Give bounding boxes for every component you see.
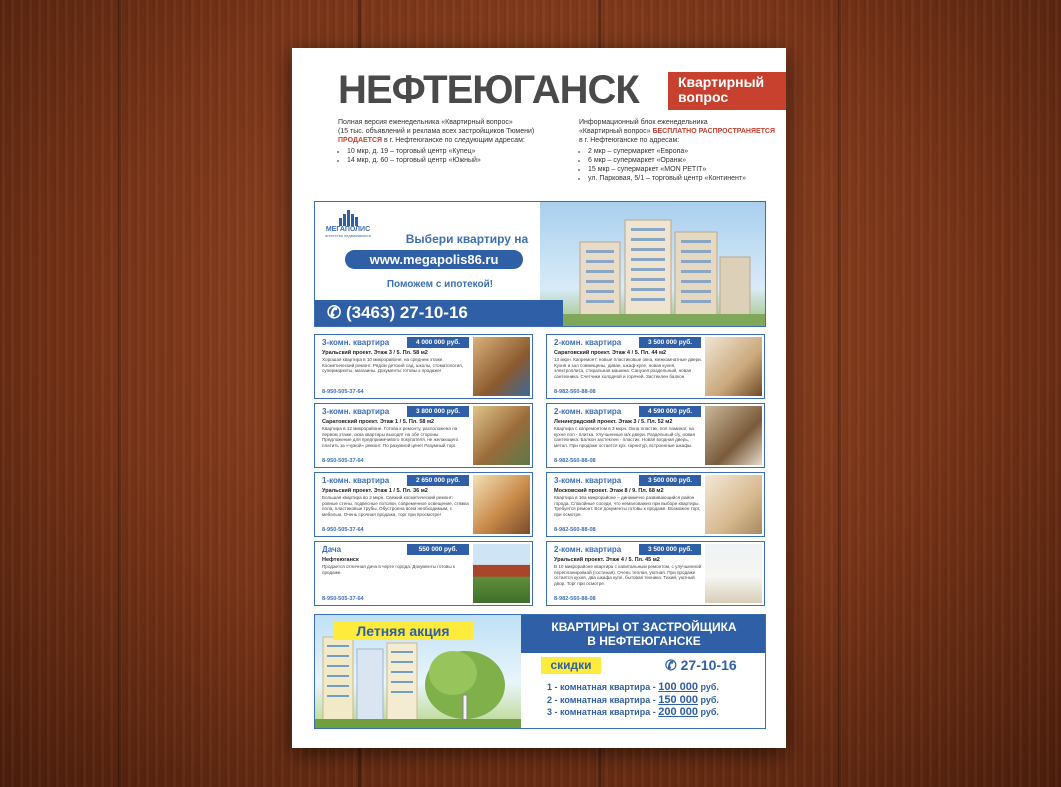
listing-phone: 8-950-505-37-64 bbox=[322, 389, 364, 395]
listing-phone: 8-982-560-88-08 bbox=[554, 389, 596, 395]
promo-offer bbox=[547, 681, 761, 694]
listing-desc: Квартира в 16а микрорайоне – динамично развивающийся район города. Спокойные соседи, что немаловажно при выборе квартиры. Требуется ремонт. Все документы готовы к продаже. Возможен торг, при осмотре. bbox=[554, 495, 701, 517]
listing-type: 1-комн. квартира bbox=[322, 476, 390, 485]
offer-unit: руб. bbox=[697, 682, 719, 692]
offer-amount: 200 000 bbox=[658, 706, 698, 718]
listing-type: 3-комн. квартира bbox=[322, 338, 390, 347]
room-photo bbox=[473, 406, 530, 465]
listing-type: Дача bbox=[322, 545, 342, 554]
info-left-address: • 10 мкр, д. 19 – торговый центр «Купец» bbox=[347, 147, 558, 156]
info-right-address: • 6 мкр – супермаркет «Оранж» bbox=[588, 156, 779, 165]
promo-headline bbox=[521, 615, 766, 653]
listing-desc: В 10 микрорайоне квартира с капитальным ремонтом, с улучшенной перепланировкой (гостиная). Очень теплая, уютная. При продаже остается кухня, два шкафа купе, бытовая техника. Тихий, уютный двор. Торг при осмотре. bbox=[554, 564, 702, 586]
masthead-city: НЕФТЕЮГАНСК bbox=[338, 68, 639, 112]
listing-card bbox=[546, 541, 765, 606]
logo-name: МЕГАПОЛИС bbox=[325, 226, 371, 233]
building-bars-icon bbox=[323, 210, 373, 226]
listing-detail: Уральский проект. Этаж 1 / 5. Пл. 36 м2 bbox=[322, 488, 428, 494]
listing-card bbox=[546, 334, 765, 399]
promo-buildings-photo bbox=[315, 615, 521, 728]
offer-label: 2 - комнатная квартира - bbox=[547, 694, 659, 705]
newspaper-page bbox=[292, 48, 786, 748]
listing-card bbox=[314, 472, 533, 537]
room-photo bbox=[705, 475, 762, 534]
listing-card bbox=[314, 334, 533, 399]
promo-discounts: скидки bbox=[541, 657, 601, 674]
promo-phone bbox=[665, 657, 737, 674]
promo-offers bbox=[547, 681, 761, 719]
listing-price: 2 650 000 руб. bbox=[407, 475, 469, 486]
offer-label: 1 - комнатная квартира - bbox=[547, 682, 659, 692]
listing-price: 4 000 000 руб. bbox=[407, 337, 469, 348]
promo-phone-number: 27-10-16 bbox=[680, 657, 737, 673]
megapolis-logo bbox=[323, 210, 373, 238]
megapolis-mortgage: Поможем с ипотекой! bbox=[386, 279, 494, 290]
info-right-line3: в г. Нефтеюганске по адресам: bbox=[579, 137, 680, 144]
masthead bbox=[338, 70, 788, 114]
listing-phone: 8-950-505-37-64 bbox=[322, 458, 364, 464]
promo-offer bbox=[547, 706, 761, 719]
promo-offer bbox=[547, 694, 761, 707]
listing-detail: Нефтеюганск bbox=[322, 557, 359, 563]
megapolis-tagline: Выбери квартиру на bbox=[405, 232, 529, 246]
listing-detail: Уральский проект. Этаж 3 / 5. Пл. 58 м2 bbox=[322, 350, 428, 356]
info-right-address: • ул. Парковая, 5/1 – торговый центр «Континент» bbox=[588, 174, 779, 183]
listing-card bbox=[546, 472, 765, 537]
offer-amount: 150 000 bbox=[658, 693, 698, 706]
listing-desc: 13 мкрн. Капремонт: новые пластиковые окна, межкомнатные двери. Кухня и зал совмещены, диван, шкаф-купе, новая кухня, электроплита, стиральная машина. Санузел раздельный, новая сантехника. Счетчики холодной и горячей. Застеклен балкон. bbox=[554, 357, 702, 379]
room-photo bbox=[705, 544, 762, 603]
listing-phone: 8-982-560-88-08 bbox=[554, 596, 596, 602]
listing-price: 3 800 000 руб. bbox=[407, 406, 469, 417]
logo-sub: агентство недвижимости bbox=[324, 233, 372, 238]
listing-type: 3-комн. квартира bbox=[322, 407, 390, 416]
room-photo bbox=[705, 337, 762, 396]
listing-detail: Уральский проект. Этаж 4 / 5. Пл. 45 м2 bbox=[554, 557, 660, 563]
listing-desc: Продается отличная дача в черте города. Документы готовы к продаже. bbox=[322, 564, 455, 575]
offer-unit: руб. bbox=[697, 694, 719, 705]
info-right bbox=[579, 118, 779, 183]
promo-head-line1: КВАРТИРЫ ОТ ЗАСТРОЙЩИКА bbox=[551, 620, 737, 634]
info-left-line1: Полная версия еженедельника «Квартирный вопрос» bbox=[338, 119, 513, 126]
listing-price: 3 500 000 руб. bbox=[639, 337, 701, 348]
listing-phone: 8-982-560-88-08 bbox=[554, 458, 596, 464]
room-photo bbox=[473, 475, 530, 534]
info-right-pre: «Квартирный вопрос» bbox=[579, 128, 653, 135]
listing-price: 550 000 руб. bbox=[407, 544, 469, 555]
listing-phone: 8-950-505-37-64 bbox=[322, 596, 364, 602]
promo-head-line2: В НЕФТЕЮГАНСКЕ bbox=[587, 634, 701, 648]
promo-summer-label: Летняя акция bbox=[333, 622, 473, 640]
megapolis-banner bbox=[314, 201, 766, 327]
offer-unit: руб. bbox=[697, 707, 719, 717]
listing-price: 3 500 000 руб. bbox=[639, 544, 701, 555]
offer-amount: 100 000 bbox=[658, 681, 698, 693]
offer-label: 3 - комнатная квартира - bbox=[547, 707, 659, 717]
badge-line1: Квартирный bbox=[678, 74, 765, 90]
info-left bbox=[338, 118, 558, 165]
listing-card bbox=[314, 541, 533, 606]
listing-card bbox=[314, 403, 533, 468]
dacha-photo bbox=[473, 544, 530, 603]
info-right-line2 bbox=[579, 127, 779, 136]
info-left-address: • 14 мкр, д. 60 – торговый центр «Южный» bbox=[347, 156, 558, 165]
listing-desc: Квартира в 12 микрорайоне. Готова к ремонту, расположена на первом этаже, окна квартиры выходят на обе стороны. Предложение для предприимчивого покупателя, не желающего платить за «чужой» ремонт. По разумной цене! Разумный торг. bbox=[322, 426, 459, 448]
promo-banner bbox=[314, 614, 766, 729]
phone-icon: ✆ bbox=[665, 657, 677, 673]
info-right-red: БЕСПЛАТНО РАСПРОСТРАНЯЕТСЯ bbox=[652, 128, 776, 135]
listing-card bbox=[546, 403, 765, 468]
listing-phone: 8-982-560-88-08 bbox=[554, 527, 596, 533]
listing-detail: Саратовский проект. Этаж 1 / 5. Пл. 58 м2 bbox=[322, 419, 435, 425]
info-left-rest: в г. Нефтеюганске по следующим адресам: bbox=[382, 137, 525, 144]
room-photo bbox=[705, 406, 762, 465]
badge-line2: вопрос bbox=[678, 89, 729, 105]
megapolis-url: www.megapolis86.ru bbox=[345, 250, 523, 269]
listing-desc: Большая квартира во 2 мкрн. Свежий косметический ремонт: ровные стены, подвесные потолки, современное освещение, стяжка пола, пластиковые трубы. Обустроена всем необходимым, с мебелью. Очень срочная продажа, торг при просмотре! bbox=[322, 495, 469, 517]
listing-detail: Саратовский проект. Этаж 4 / 5. Пл. 44 м2 bbox=[554, 350, 667, 356]
megapolis-phone: ✆ (3463) 27-10-16 bbox=[315, 300, 563, 326]
listing-type: 2-комн. квартира bbox=[554, 407, 622, 416]
listing-price: 3 500 000 руб. bbox=[639, 475, 701, 486]
listing-detail: Ленинградский проект. Этаж 3 / 5. Пл. 52 м2 bbox=[554, 419, 673, 425]
listing-desc: Хорошая квартира в 10 микрорайоне, на среднем этаже. Косметический ремонт. Рядом детский сад, школы, стоматология, супермаркеты, магазины. Документы готовы к продаже! bbox=[322, 357, 463, 374]
info-left-line2: (15 тыс. объявлений и реклама всех застройщиков Тюмени) bbox=[338, 128, 535, 135]
masthead-badge bbox=[668, 72, 786, 110]
listing-desc: Квартира с капремонтом в 3 мкрн. Окна пластик, пол ламинат, на кухне пол - плитка. Улучшенные м/к двери. Раздельный с/у, новая сантехника. Балкон застеклен - пластик. Новая входная дверь, метал. При продаже остается кух. гарнитур, встроенные шкафы. bbox=[554, 426, 695, 448]
info-right-line1: Информационный блок еженедельника bbox=[579, 119, 708, 126]
listing-type: 3-комн. квартира bbox=[554, 476, 622, 485]
listing-type: 2-комн. квартира bbox=[554, 338, 622, 347]
info-right-address: • 15 мкр – супермаркет «MON PETIT» bbox=[588, 165, 779, 174]
megapolis-phone-number: (3463) 27-10-16 bbox=[345, 303, 468, 322]
listing-type: 2-комн. квартира bbox=[554, 545, 622, 554]
listing-price: 4 590 000 руб. bbox=[639, 406, 701, 417]
building-photo bbox=[540, 202, 766, 326]
info-right-address: • 2 мкр – супермаркет «Европа» bbox=[588, 147, 779, 156]
room-photo bbox=[473, 337, 530, 396]
listing-phone: 8-950-505-37-64 bbox=[322, 527, 364, 533]
info-left-red: ПРОДАЕТСЯ bbox=[338, 137, 383, 144]
info-left-line3 bbox=[338, 136, 558, 145]
listing-detail: Московский проект. Этаж 8 / 9. Пл. 68 м2 bbox=[554, 488, 664, 494]
